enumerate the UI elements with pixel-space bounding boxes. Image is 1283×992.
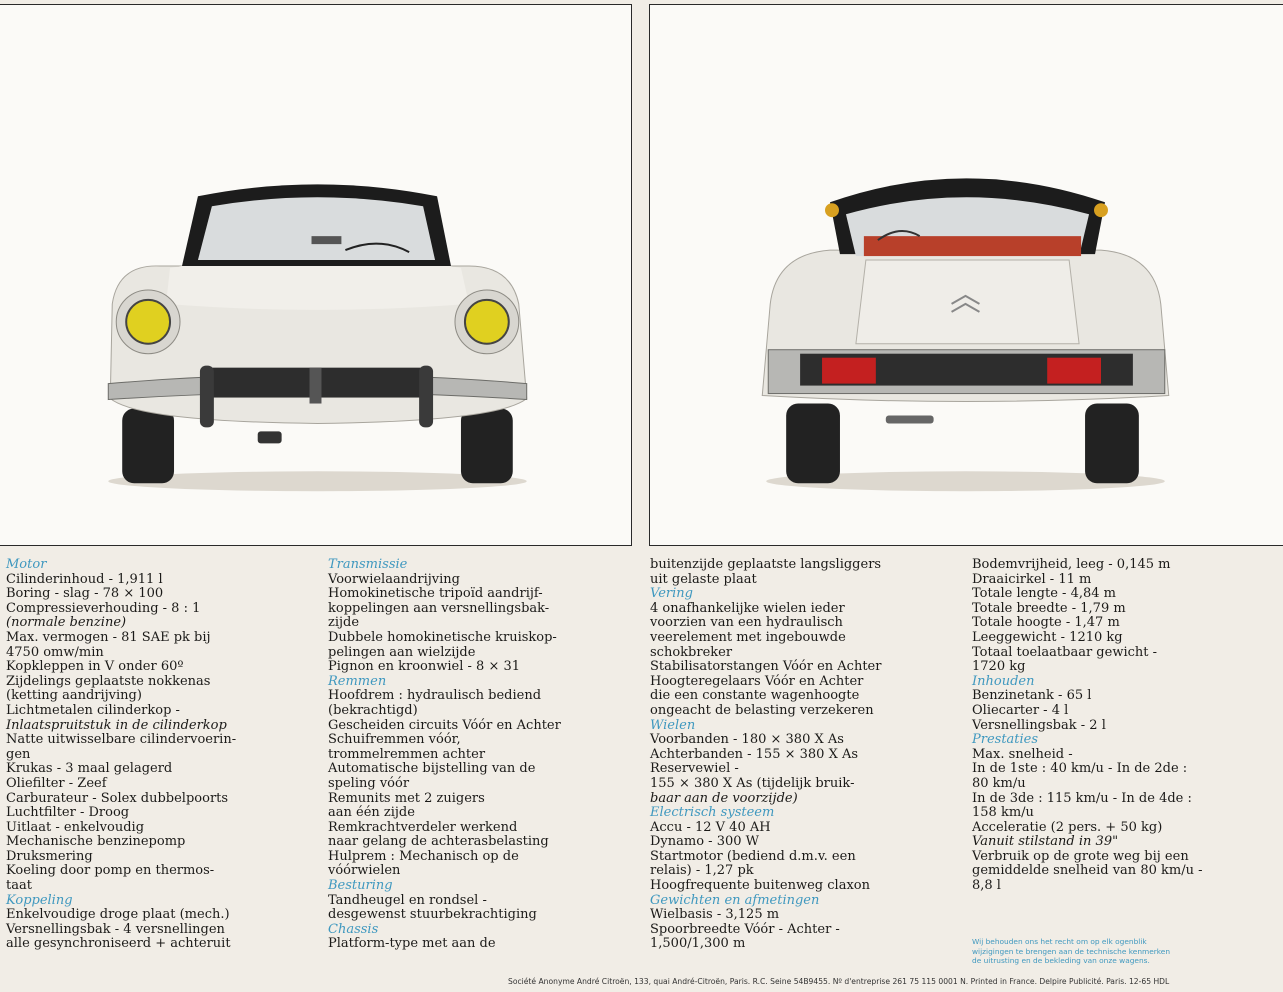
spec-line: Koeling door pomp en thermos- <box>6 863 215 879</box>
disclaimer-line: wijzigingen te brengen aan de technische kenmerken <box>972 946 1171 956</box>
spec-line: Bodemvrijheid, leeg - 0,145 m <box>972 557 1171 572</box>
spec-line: die een constante wagenhoogte <box>650 688 860 704</box>
spec-line: Wielbasis - 3,125 m <box>650 907 780 923</box>
spec-line: taat <box>6 878 32 894</box>
spec-line: baar aan de voorzijde) <box>650 790 798 806</box>
spec-line: 155 × 380 X As (tijdelijk bruik- <box>650 775 855 791</box>
spec-line: Tandheugel en rondsel - <box>328 892 487 908</box>
spec-line: Voorbanden - 180 × 380 X As <box>650 732 844 748</box>
spec-line: Spoorbreedte Vóór - Achter - <box>650 921 840 937</box>
section-heading: Remmen <box>328 673 387 689</box>
spec-line: 158 km/u <box>972 805 1034 821</box>
spec-line: Versnellingsbak - 2 l <box>972 717 1106 733</box>
spec-line: trommelremmen achter <box>328 746 486 762</box>
spec-line: Totale hoogte - 1,47 m <box>972 615 1120 631</box>
section-heading: Vering <box>650 586 693 602</box>
spec-line: 1720 kg <box>972 659 1026 675</box>
spec-line: Hoofdrem : hydraulisch bediend <box>328 688 542 704</box>
spec-line: Acceleratie (2 pers. + 50 kg) <box>972 819 1163 835</box>
spec-line: ongeacht de belasting verzekeren <box>650 702 874 718</box>
disclaimer-line: de uitrusting en de bekleding van onze wagens. <box>972 956 1150 966</box>
spec-line: Startmotor (bediend d.m.v. een <box>650 848 856 864</box>
section-heading: Electrisch systeem <box>650 805 775 821</box>
spec-line: Totaal toelaatbaar gewicht - <box>972 644 1158 660</box>
section-heading: Chassis <box>328 921 379 937</box>
spec-line: Voorwielaandrijving <box>328 571 460 587</box>
spec-column-4 <box>972 558 1202 894</box>
spec-line: 4 onafhankelijke wielen ieder <box>650 600 845 616</box>
spec-line: Leeggewicht - 1210 kg <box>972 629 1123 645</box>
spec-line: Krukas - 3 maal gelagerd <box>6 761 173 777</box>
section-heading: Transmissie <box>328 557 408 572</box>
spec-line: Pignon en kroonwiel - 8 × 31 <box>328 659 521 675</box>
spec-line: Homokinetische tripoïd aandrijf- <box>328 586 543 602</box>
spec-line: relais) - 1,27 pk <box>650 863 754 879</box>
spec-line: Druksmering <box>6 848 93 864</box>
spec-line: Boring - slag - 78 × 100 <box>6 586 164 602</box>
spec-line: Gescheiden circuits Vóór en Achter <box>328 717 561 733</box>
spec-line: Totale lengte - 4,84 m <box>972 586 1116 602</box>
spec-line: Kopkleppen in V onder 60º <box>6 659 184 675</box>
spec-line: uit gelaste plaat <box>650 571 757 587</box>
spec-line: Zijdelings geplaatste nokkenas <box>6 673 211 689</box>
section-heading: Gewichten en afmetingen <box>650 892 820 908</box>
spec-line: Luchtfilter - Droog <box>6 805 130 821</box>
spec-line: vóórwielen <box>328 863 401 879</box>
spec-line: koppelingen aan versnellingsbak- <box>328 600 550 616</box>
spec-line: Dubbele homokinetische kruiskop- <box>328 629 557 645</box>
spec-column-1 <box>6 558 236 952</box>
disclaimer-line: Wij behouden ons het recht om op elk ogenblik <box>972 937 1147 946</box>
spec-line: veerelement met ingebouwde <box>650 629 846 645</box>
spec-line: 1,500/1,300 m <box>650 936 746 952</box>
rear-view-photo <box>649 4 1283 546</box>
spec-line: Oliecarter - 4 l <box>972 702 1069 718</box>
section-heading: Wielen <box>650 717 696 733</box>
disclaimer <box>972 937 1170 966</box>
spec-line: Draaicirkel - 11 m <box>972 571 1092 587</box>
spec-line: zijde <box>328 615 360 631</box>
spec-line: Uitlaat - enkelvoudig <box>6 819 145 835</box>
spec-line: Lichtmetalen cilinderkop - <box>6 702 180 718</box>
spec-line: desgewenst stuurbekrachtiging <box>328 907 537 923</box>
spec-line: Platform-type met aan de <box>328 936 496 952</box>
spec-line: In de 1ste : 40 km/u - In de 2de : <box>972 761 1188 777</box>
spec-line: Remunits met 2 zuigers <box>328 790 485 806</box>
spec-line: gemiddelde snelheid van 80 km/u - <box>972 863 1203 879</box>
spec-line: Reservewiel - <box>650 761 739 777</box>
spec-line: naar gelang de achterasbelasting <box>328 834 549 850</box>
spec-column-2 <box>328 558 561 952</box>
spec-line: Schuifremmen vóór, <box>328 732 461 748</box>
spec-line: pelingen aan wielzijde <box>328 644 476 660</box>
section-heading: Prestaties <box>972 732 1039 748</box>
spec-line: Accu - 12 V 40 AH <box>650 819 771 835</box>
rear-car-illustration <box>650 5 1283 545</box>
spec-line: Max. vermogen - 81 SAE pk bij <box>6 629 211 645</box>
section-heading: Inhouden <box>972 673 1035 689</box>
spec-line: voorzien van een hydraulisch <box>650 615 843 631</box>
section-heading: Motor <box>6 557 47 572</box>
front-view-photo <box>0 4 632 546</box>
spec-line: buitenzijde geplaatste langsliggers <box>650 557 882 572</box>
spec-line: Stabilisatorstangen Vóór en Achter <box>650 659 882 675</box>
spec-line: Hulprem : Mechanisch op de <box>328 848 519 864</box>
spec-line: Carburateur - Solex dubbelpoorts <box>6 790 229 806</box>
spec-line: (normale benzine) <box>6 615 127 631</box>
spec-line: Natte uitwisselbare cilindervoerin- <box>6 732 237 748</box>
spec-line: Dynamo - 300 W <box>650 834 760 850</box>
spec-line: Oliefilter - Zeef <box>6 775 107 791</box>
spec-line: gen <box>6 746 31 762</box>
spec-line: (bekrachtigd) <box>328 702 418 718</box>
spec-line: Compressieverhouding - 8 : 1 <box>6 600 201 616</box>
spec-line: alle gesynchroniseerd + achteruit <box>6 936 231 952</box>
spec-line: Vanuit stilstand in 39" <box>972 834 1119 850</box>
spec-line: 4750 omw/min <box>6 644 104 660</box>
spec-line: Benzinetank - 65 l <box>972 688 1092 704</box>
spec-column-3 <box>650 558 881 952</box>
spec-line: Totale breedte - 1,79 m <box>972 600 1126 616</box>
spec-line: aan één zijde <box>328 805 415 821</box>
spec-line: Verbruik op de grote weg bij een <box>972 848 1189 864</box>
spec-line: Hoogfrequente buitenweg claxon <box>650 878 870 894</box>
spec-line: 8,8 l <box>972 878 1001 894</box>
spec-line: Max. snelheid - <box>972 746 1073 762</box>
spec-line: In de 3de : 115 km/u - In de 4de : <box>972 790 1192 806</box>
publisher-footer: Société Anonyme André Citroën, 133, quai André-Citroën, Paris. R.C. Seine 54B9455. Nº d'entreprise 261 75 115 0001 N. Printed in France. Delpire Publicité. Paris. 12-65 HDL <box>508 977 1170 986</box>
spec-line: schokbreker <box>650 644 733 660</box>
spec-line: (ketting aandrijving) <box>6 688 142 704</box>
spec-line: Enkelvoudige droge plaat (mech.) <box>6 907 230 923</box>
spec-line: Mechanische benzinepomp <box>6 834 186 850</box>
spec-line: Inlaatspruitstuk in de cilinderkop <box>6 717 227 733</box>
section-heading: Besturing <box>328 878 393 894</box>
spec-line: speling vóór <box>328 775 410 791</box>
front-car-illustration <box>0 5 631 545</box>
spec-line: Versnellingsbak - 4 versnellingen <box>6 921 225 937</box>
section-heading: Koppeling <box>6 892 73 908</box>
spec-line: Hoogteregelaars Vóór en Achter <box>650 673 864 689</box>
spec-line: Achterbanden - 155 × 380 X As <box>650 746 859 762</box>
spec-line: Automatische bijstelling van de <box>328 761 536 777</box>
spec-line: Remkrachtverdeler werkend <box>328 819 518 835</box>
spec-line: Cilinderinhoud - 1,911 l <box>6 571 163 587</box>
spec-line: 80 km/u <box>972 775 1026 791</box>
